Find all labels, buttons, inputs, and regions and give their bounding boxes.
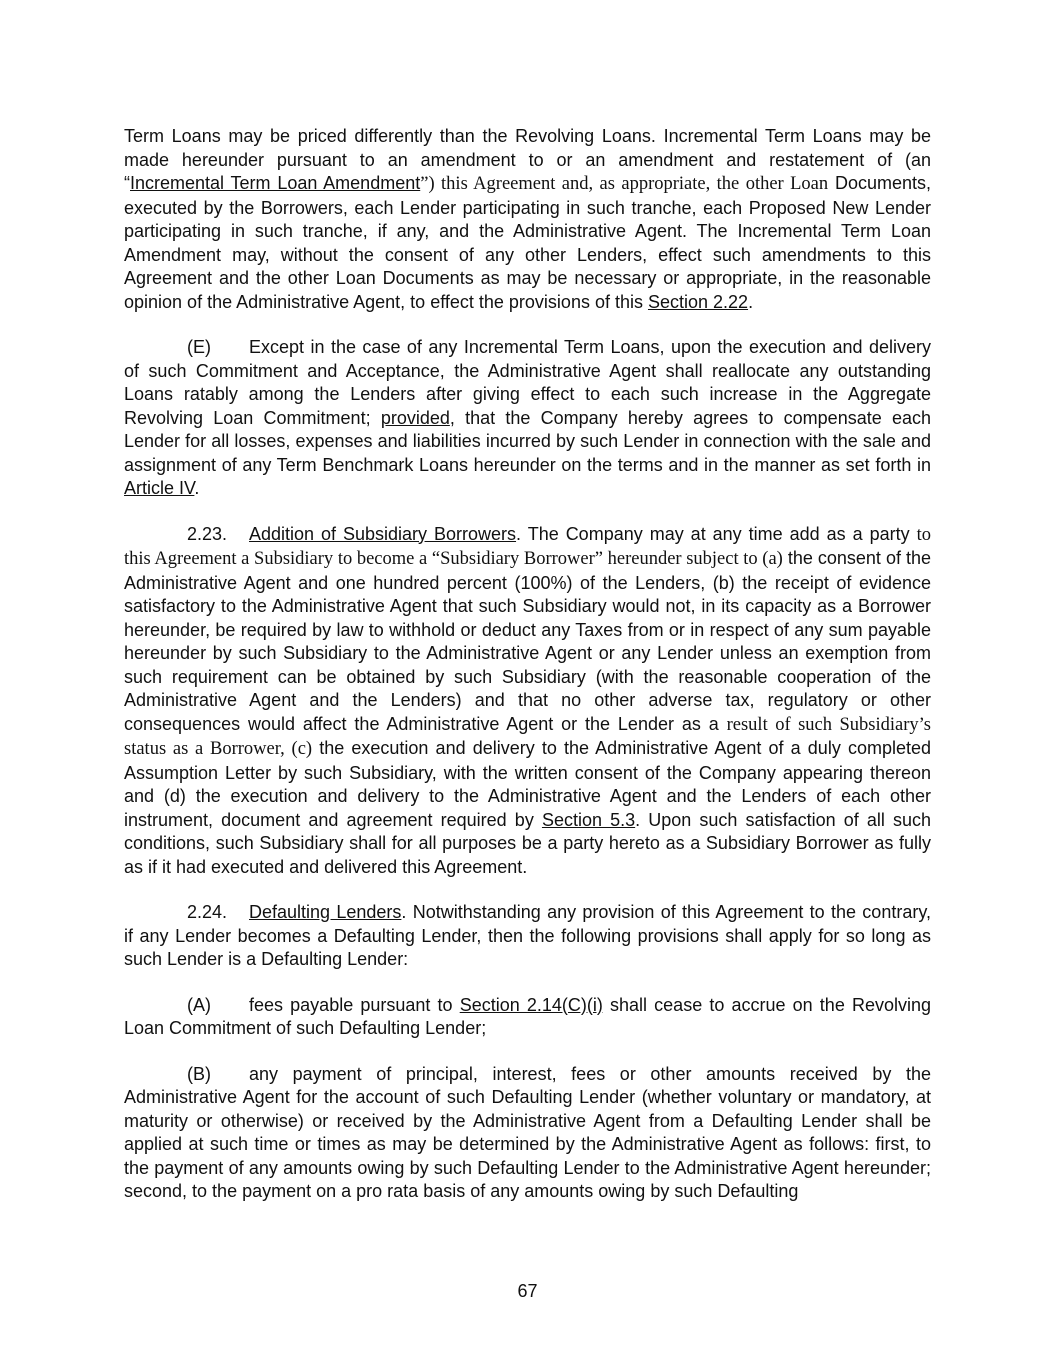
clause-number: (E) xyxy=(187,337,211,357)
section-2-24: 2.24. Defaulting Lenders. Notwithstanding any provision of this Agreement to the contrary, if any Lender becomes a Defaulting Lender, then the following provisions shall apply for so long as such Lender is a Defaulting Lender: xyxy=(124,902,931,969)
clause-number: (B) xyxy=(187,1063,211,1084)
section-heading: Defaulting Lenders xyxy=(249,902,402,922)
paragraph-b: (B) any payment of principal, interest, fees or other amounts received by the Administrative Agent for the account of such Defaulting Lender (whether voluntary or mandatory, at maturity or otherwise) or received by the Administrative Agent from a Defaulting Lender shall be applied at such time or times as may be determined by the Administrative Agent as follows: first, to the payment of any amounts owing by such Defaulting Lender to the Administrative Agent hereunder; second, to the payment on a pro rata basis of any amounts owing by such Defaulting xyxy=(124,1063,931,1201)
section-reference-2-14: Section 2.14(C)(i) xyxy=(459,994,603,1015)
section-number: 2.23. xyxy=(187,523,228,544)
section-reference-5-3: Section 5.3 xyxy=(541,809,636,830)
paragraph-e: (E) Except in the case of any Incremental Term Loans, upon the execution and delivery of such Commitment and Acceptance, the Administrative Agent shall reallocate any outstanding Loans ratably among the Lenders after giving effect to each such increase in the Aggregate Revolving Loan Commitment; provided, that the Company hereby agrees to compensate each Lender for all losses, expenses and liabilities incurred by such Lender in connection with the sale and assignment of any Term Benchmark Loans hereunder on the terms and in the manner as set forth in Article IV. xyxy=(124,337,931,498)
section-reference-2-22: Section 2.22 xyxy=(647,291,749,312)
section-number: 2.24. xyxy=(187,902,228,922)
document-page xyxy=(124,125,931,1204)
page-number: 67 xyxy=(517,1281,538,1301)
section-heading: Addition of Subsidiary Borrowers xyxy=(249,523,517,544)
provided-term: provided xyxy=(380,407,450,428)
article-reference-iv: Article IV xyxy=(124,478,195,498)
paragraph-incremental-term-loans: Term Loans may be priced differently than the Revolving Loans. Incremental Term Loans may be made hereunder pursuant to an amendment to or an amendment and restatement of (an “Incremental Term Loan Amendment”) this Agreement and, as appropriate, the other Loan Documents, executed by the Borrowers, each Lender participating in such tranche, each Proposed New Lender participating in such tranche, if any, and the Administrative Agent. The Incremental Term Loan Amendment may, without the consent of any other Lenders, effect such amendments to this Agreement and the other Loan Documents as may be necessary or appropriate, in the reasonable opinion of the Administrative Agent, to effect the provisions of this Section 2.22. xyxy=(124,126,931,312)
defined-term-incremental-term-loan-amendment: Incremental Term Loan Amendment xyxy=(130,173,421,193)
paragraph-a: (A) fees payable pursuant to Section 2.14(C)(i) shall cease to accrue on the Revolving Loan Commitment of such Defaulting Lender; xyxy=(124,994,932,1038)
section-2-23: 2.23. Addition of Subsidiary Borrowers. The Company may at any time add as a party to this Agreement a Subsidiary to become a “Subsidiary Borrower” hereunder subject to (a) the consent of the Administrative Agent and one hundred percent (100%) of the Lenders, (b) the receipt of evidence satisfactory to the Administrative Agent that such Subsidiary would not, in its capacity as a Borrower hereunder, be required by law to withhold or deduct any Taxes from or in respect of any sum payable hereunder by such Subsidiary to the Administrative Agent or any Lender unless an exemption from such requirement can be obtained by such Subsidiary (with the reasonable cooperation of the Administrative Agent and the Lenders) and that no other adverse tax, regulatory or other consequences would affect the Administrative Agent or the Lender as a result of such Subsidiary’s status as a Borrower, (c) the execution and delivery to the Administrative Agent of a duly completed Assumption Letter by such Subsidiary, with the written consent of the Company appearing thereon and (d) the execution and delivery to the Administrative Agent and the Lenders of each other instrument, document and agreement required by Section 5.3. Upon such satisfaction of all such conditions, such Subsidiary shall for all purposes be a party hereto as a Subsidiary Borrower as fully as if it had executed and delivered this Agreement. xyxy=(124,523,932,877)
clause-number: (A) xyxy=(187,994,211,1015)
